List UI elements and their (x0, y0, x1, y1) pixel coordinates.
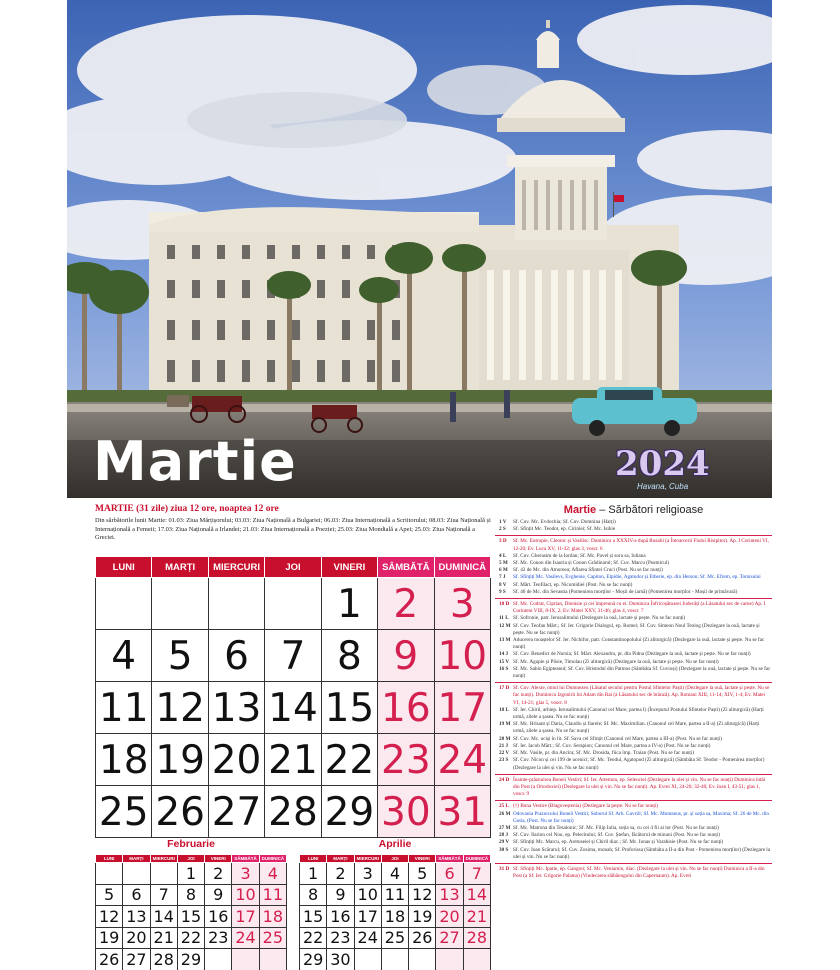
mini-day-cell (381, 949, 408, 970)
mini-day-cell: 23 (327, 927, 354, 949)
religious-entry (495, 685, 772, 707)
year-label: 2024 (615, 444, 710, 484)
religious-entry-day: 3 D (499, 538, 507, 545)
mini-day-cell: 24 (232, 927, 259, 949)
religious-entry-day: 11 L (499, 615, 509, 622)
religious-entry (495, 736, 772, 743)
religious-entry-day: 30 S (499, 846, 509, 853)
mini-day-cell (259, 949, 286, 970)
mini-day-cell: 8 (177, 884, 204, 906)
mini-day-cell: 11 (381, 884, 408, 906)
religious-title (495, 504, 772, 516)
mini-day-cell: 10 (354, 884, 381, 906)
mini-day-cell: 24 (354, 927, 381, 949)
religious-entry (495, 847, 772, 861)
religious-entry-day: 24 D (499, 776, 510, 783)
religious-entry-day: 29 V (499, 839, 510, 846)
mini-day-cell: 21 (150, 927, 177, 949)
religious-entry-text: Sf. Cuv. Mc. Evdochia; Sf. Cuv. Domnina (Harți) (513, 519, 616, 525)
mini-day-cell: 18 (381, 906, 408, 928)
religious-entry-text: Sf. Cuv. Ioan Scărarul; Sf. Cuv. Zosima, monah; Sf. Proforissa (Sâmbăta a II-a din Post - Pomenirea morților) (Dezlegare la ulei și vin. Nu se fac nunți) (513, 846, 771, 860)
religious-entry-day: 8 V (499, 581, 507, 588)
religious-entry-day: 27 M (499, 824, 511, 831)
mini-day-cell: 5 (409, 863, 436, 885)
mini-day-cell (232, 949, 259, 970)
calendar-week-row (96, 734, 491, 786)
religious-entry (495, 623, 772, 637)
calendar-day-cell (152, 578, 208, 630)
calendar-day-cell: 16 (378, 682, 434, 734)
mini-day-cell: 11 (259, 884, 286, 906)
religious-entry-day: 18 L (499, 706, 509, 713)
calendar-day-cell: 15 (321, 682, 377, 734)
week-separator (495, 598, 772, 599)
mini-week-row (300, 906, 491, 928)
religious-entry-text: Sf. Mc. Codrat, Ciprian, Dionisie și cei împreună cu ei. Duminica Înfricoșătoarei Judecăți (a Lăsatului sec de carne) Ap. I Corinteni VIII, 8-IX, 2; Ev. Matei XXV, 31-46; glas 4, voscr. 7 (513, 601, 766, 615)
religious-entry-text: Sf. Cuv. Gherasim de la Iordan; Sf. Mc. Pavel și sora sa, Iuliana (513, 552, 646, 559)
mini-day-cell (123, 863, 150, 885)
mini-weekday-header: SÂMBĂTĂ (232, 855, 259, 863)
religious-title-rest: – Sărbători religioase (596, 504, 704, 516)
mini-calendar-february (95, 838, 287, 970)
mini-day-cell (354, 949, 381, 970)
religious-entry-day: 20 M (499, 735, 511, 742)
week-separator (495, 682, 772, 683)
religious-entry-text: Sf. Sofronie, patr. Ierusalimului (Dezlegare la ouă, lactate și pește. Nu se fac nunți) (513, 615, 686, 622)
weekday-header: JOI (265, 557, 321, 578)
religious-entry (495, 589, 772, 596)
mini-weekday-header: MARȚI (123, 855, 150, 863)
weekday-header: MIERCURI (208, 557, 264, 578)
mini-day-cell: 5 (96, 884, 123, 906)
religious-entry (495, 803, 772, 810)
religious-entry-text: Sf. Sfințit Mc. Teodot, ep. Ciriniei; Sf. Mc. Isihie (513, 526, 616, 533)
religious-entry-text: Sf. Cuv. Nicon și cei 199 de ucenici; Sf. Mc. Teodul, Agatopod (Zi aliturgică) (Sâmbăta Sf. Teodor - Pomenirea morților) (Dezlegare la ulei și vin. Nu se fac nunți) (513, 757, 765, 771)
mini-weekday-header: VINERI (409, 855, 436, 863)
mini-day-cell: 13 (123, 906, 150, 928)
mini-day-cell: 15 (300, 906, 327, 928)
religious-entry-day: 22 V (499, 750, 510, 757)
calendar-day-cell: 21 (265, 734, 321, 786)
mini-day-cell: 1 (177, 863, 204, 885)
mini-day-cell: 28 (463, 927, 490, 949)
calendar-day-cell: 24 (434, 734, 490, 786)
religious-entry-text: Sf. Mc. Agapie și Plisie, Timolau (Zi aliturgică) (Dezlegare la ouă, lactate și pește. Nu se fac nunți) (513, 658, 719, 665)
calendar-body (96, 578, 491, 838)
mini-day-cell: 22 (300, 927, 327, 949)
religious-entry-day: 15 V (499, 658, 510, 665)
calendar-day-cell: 8 (321, 630, 377, 682)
religious-entry-text: Sf. Ier. Chiril, arhiep. Ierusalimului (Canonul cel Mare, partea I) (Începutul Postului Sfintelor Paști) (Zi aliturgică) (Harți urmă, zilele a șasea. Nu se fac nunți) (513, 706, 764, 721)
mini-day-cell: 18 (259, 906, 286, 928)
calendar-day-cell: 20 (208, 734, 264, 786)
calendar-week-row (96, 630, 491, 682)
calendar-day-cell: 2 (378, 578, 434, 630)
mini-week-row (300, 927, 491, 949)
calendar-day-cell: 3 (434, 578, 490, 630)
religious-entry (495, 553, 772, 560)
religious-entry (495, 707, 772, 721)
calendar-day-cell: 7 (265, 630, 321, 682)
mini-day-cell: 29 (177, 949, 204, 970)
mini-day-cell: 9 (327, 884, 354, 906)
mini-weekday-header: VINERI (205, 855, 232, 863)
mini-calendar-title: Aprilie (378, 838, 412, 850)
religious-title-month: Martie (563, 504, 597, 516)
mini-calendar-body (300, 863, 491, 970)
religious-entry-text: Aducerea moaștelor Sf. Ier. Nichifor, patr. Constantinopolului (Zi aliturgică) (Dezlegare la ouă, lactate și pește. Nu se fac nunți) (513, 637, 765, 651)
religious-entry-day: 25 L (499, 803, 509, 810)
mini-day-cell: 9 (205, 884, 232, 906)
mini-day-cell: 19 (409, 906, 436, 928)
religious-entry-day: 7 J (499, 574, 506, 581)
week-separator (495, 774, 772, 775)
mini-day-cell: 7 (463, 863, 490, 885)
weekday-header: DUMINICĂ (434, 557, 490, 578)
mini-calendar-body (96, 863, 287, 970)
religious-entry-day: 9 S (499, 588, 506, 595)
religious-entry-day: 31 D (499, 865, 510, 872)
religious-entry (495, 811, 772, 825)
calendar-week-row (96, 682, 491, 734)
mini-day-cell: 16 (327, 906, 354, 928)
calendar-day-cell (265, 578, 321, 630)
religious-entry-text: Sf. Mc. Hrisant și Daria, Claudiu și fiarele; Sf. Mc. Maximilian. (Canonul cel Mare, partea a II-a) (Zi aliturgică) (Harți urmă, zilele a șasea. Nu se fac nunți) (513, 721, 760, 735)
religious-entry (495, 574, 772, 581)
mini-day-cell: 2 (205, 863, 232, 885)
mini-calendar-grid (95, 854, 287, 970)
calendar-week-row (96, 578, 491, 630)
weekday-header-row (96, 557, 491, 578)
mini-day-cell: 25 (259, 927, 286, 949)
mini-day-cell: 10 (232, 884, 259, 906)
mini-day-cell: 8 (300, 884, 327, 906)
religious-entry-text: Sf. Mc. Conon din Isauria și Conon Grădinarul; Sf. Cuv. Marcu (Pustnicul) (513, 560, 669, 567)
mini-day-cell: 29 (300, 949, 327, 970)
mini-day-cell: 7 (150, 884, 177, 906)
religious-entry (495, 601, 772, 615)
weekday-header: MARȚI (152, 557, 208, 578)
mini-weekday-header: MIERCURI (354, 855, 381, 863)
mini-calendar-april (299, 838, 491, 970)
mini-week-row (96, 927, 287, 949)
mini-day-cell: 15 (177, 906, 204, 928)
mini-day-cell (436, 949, 463, 970)
religious-holidays-panel (495, 504, 772, 880)
mini-day-cell: 26 (409, 927, 436, 949)
mini-day-cell (150, 863, 177, 885)
month-header: MARTIE (31 zile) ziua 12 ore, noaptea 12 ore (95, 504, 279, 514)
calendar-day-cell: 25 (96, 786, 152, 838)
mini-day-cell: 20 (436, 906, 463, 928)
religious-entry-text: Sf. Mărt. Teofilact, ep. Nicomidiei (Post. Nu se fac nunți) (513, 581, 633, 588)
mini-day-cell (463, 949, 490, 970)
mini-weekday-header: DUMINICĂ (259, 855, 286, 863)
religious-entry-text: Sf. 42 de Mc. din Amoreea; Aflarea Sfintei Cruci (Post. Nu se fac nunți) (513, 567, 663, 574)
calendar-day-cell: 29 (321, 786, 377, 838)
religious-entry-day: 12 M (499, 622, 511, 629)
religious-entry-text: Sf. Sfințiți Mc. Marcu, ep. Aretuseiei și Chiril diac.; Sf. Mc. Ionas și Varahisie (Post. Nu se fac nunți) (513, 839, 724, 846)
mini-day-cell: 4 (381, 863, 408, 885)
calendar-day-cell: 17 (434, 682, 490, 734)
mini-weekday-header: JOI (381, 855, 408, 863)
religious-entry-day: 4 L (499, 552, 507, 559)
religious-entry-day: 28 J (499, 832, 509, 839)
mini-day-cell: 21 (463, 906, 490, 928)
religious-entry-text: Sf. Cuv. Mc. uciși în lit. Sf. Sava cel Sfințit (Canonul cel Mare, partea a III-a) (Post. Nu se fac nunți) (513, 735, 722, 742)
religious-entry (495, 582, 772, 589)
calendar-day-cell (96, 578, 152, 630)
calendar-day-cell: 11 (96, 682, 152, 734)
religious-entry (495, 666, 772, 680)
religious-entry-day: 1 V (499, 519, 507, 525)
mini-week-row (96, 884, 287, 906)
religious-entry (495, 637, 772, 651)
mini-week-row (96, 906, 287, 928)
religious-entry-text: Înainte-prăznuirea Buneii Vestiri; Sf. Ier. Artemon, ep. Seleuciei (Dezlegare la ulei și vin. Nu se fac nunți) Duminica întâi din Post (a Ortodoxiei) (Dezlegare la ulei și vin. Nu se fac nunți). Ap. Evrei XI, 24-26; 32-40; Ev. Ioan I, 43-51; glas 1, voscr. 9 (513, 776, 766, 798)
religious-entry (495, 777, 772, 799)
calendar-page (67, 0, 772, 970)
mini-calendar-title: Februarie (167, 838, 215, 850)
mini-day-cell: 25 (381, 927, 408, 949)
religious-entry-day: 6 M (499, 567, 508, 574)
religious-entry-text: Sf. Mc. Vasile, pr. din Ancira; Sf. Mc. Drosida, fiica împ. Traian (Post. Nu se fac nunți) (513, 750, 695, 757)
mini-day-cell: 30 (327, 949, 354, 970)
mini-day-cell: 12 (96, 906, 123, 928)
religious-entry (495, 615, 772, 622)
mini-day-cell: 12 (409, 884, 436, 906)
mini-weekday-header: JOI (177, 855, 204, 863)
religious-entry-day: 21 J (499, 742, 509, 749)
calendar-day-cell: 23 (378, 734, 434, 786)
mini-weekday-header: MIERCURI (150, 855, 177, 863)
month-title: Martie (93, 430, 297, 493)
religious-entry-text: Sf. 40 de Mc. din Sevastia (Pomenirea morților - Moșii de iarnă) (Pomenirea morților - Moșii de primăvară) (513, 588, 738, 595)
mini-week-row (300, 863, 491, 885)
religious-entry-text: Sf. Cuv. Alexie, omul lui Dumnezeu (Lăsatul secului pentru Postul Sfintelor Paști) (Dezlegare la ouă, lactate și pește. Nu se fac nunți). Duminica Izgonirii lui Adam din Rai (a Lăsatului sec de brânză). Ap. Romani XIII, 11-14; XIV, 1-4; Ev. Matei VI, 14-21; glas 5, voscr. 8 (513, 685, 770, 706)
mini-day-cell: 14 (150, 906, 177, 928)
religious-entry-text: Sf. Mc. Sabin Egipteanul; Sf. Cuv. Hristodul din Patmos (Sâmbăta Sf. Cuvioși) (Dezlegare la ouă, lactate și pește. Nu se fac nunți) (513, 665, 771, 680)
mini-day-cell: 27 (436, 927, 463, 949)
mini-week-row (300, 949, 491, 970)
calendar-week-row (96, 786, 491, 838)
religious-entry (495, 526, 772, 533)
mini-day-cell: 19 (96, 927, 123, 949)
weekday-header: VINERI (321, 557, 377, 578)
religious-entry-day: 13 M (499, 637, 511, 644)
religious-entry (495, 757, 772, 771)
photo-location: Havana, Cuba (637, 482, 689, 491)
calendar-day-cell: 30 (378, 786, 434, 838)
mini-day-cell: 28 (150, 949, 177, 970)
calendar-day-cell: 19 (152, 734, 208, 786)
calendar-day-cell: 26 (152, 786, 208, 838)
mini-week-row (96, 949, 287, 970)
religious-entry-text: Sf. Ier. Iacob Mărt.; Sf. Cuv. Serapion; Canonul cel Mare, partea a IV-a) (Post. Nu se fac nunți) (513, 742, 711, 749)
mini-day-cell (96, 863, 123, 885)
calendar-day-cell: 10 (434, 630, 490, 682)
religious-entry-text: Sf. Sfințiți Mc. Ipatie, ep. Gangrei; Sf. Mc. Veniamin, diac. (Dezlegare la ulei și vin. Nu se fac nunți) Duminica a II-a din Post (a Sf. Ier. Grigorie Palama) (Vindecarea slăbănogului din Capernaum). Ap. Evrei (513, 865, 765, 880)
religious-entry-day: 5 M (499, 560, 508, 567)
religious-entry (495, 538, 772, 552)
calendar-day-cell: 27 (208, 786, 264, 838)
religious-entry-day: 2 S (499, 526, 506, 533)
mini-day-cell (409, 949, 436, 970)
mini-day-cell: 3 (232, 863, 259, 885)
mini-day-cell: 4 (259, 863, 286, 885)
religious-entry (495, 743, 772, 750)
mini-day-cell: 22 (177, 927, 204, 949)
religious-entry (495, 839, 772, 846)
mini-day-cell: 17 (232, 906, 259, 928)
mini-weekday-header: DUMINICĂ (463, 855, 490, 863)
mini-weekday-header: MARȚI (327, 855, 354, 863)
religious-entry-text: Sf. Cuv. Teofan Mărt.; Sf. Ier. Grigorie Dialogul, ep. Romei; Sf. Cuv. Simeon Noul Teolog (Dezlegare la ouă, lactate și pește. Nu se fac nunți) (513, 622, 760, 636)
mini-calendar-grid (299, 854, 491, 970)
religious-list (495, 519, 772, 880)
calendar-day-cell: 12 (152, 682, 208, 734)
month-info (95, 504, 495, 543)
mini-day-cell: 23 (205, 927, 232, 949)
calendar-day-cell: 14 (265, 682, 321, 734)
mini-weekday-header: LUNI (300, 855, 327, 863)
mini-day-cell: 3 (354, 863, 381, 885)
religious-entry (495, 651, 772, 658)
month-holidays-text: Din sărbătorile lunii Martie: 01.03: Ziua Mărțișorului; 03.03: Ziua Națională a Bulgariei; 06.03: Ziua Internațională a Scriitorului; 08.03: Ziua Națională și Internațională a Femeii; 17.03: Ziua Națională a Irlandei; 21.03: Ziua Internațională a Poeziei; 25.03: Ziua Mondială a Apei; 25.03: Ziua Națională a Greciei. (95, 517, 491, 542)
religious-entry-day: 16 S (499, 665, 509, 672)
weekday-header: SÂMBĂTĂ (378, 557, 434, 578)
week-separator (495, 863, 772, 864)
calendar-day-cell: 28 (265, 786, 321, 838)
calendar-day-cell: 4 (96, 630, 152, 682)
mini-day-cell: 20 (123, 927, 150, 949)
mini-day-cell: 17 (354, 906, 381, 928)
calendar-day-cell: 5 (152, 630, 208, 682)
calendar-day-cell: 6 (208, 630, 264, 682)
mini-day-cell: 6 (436, 863, 463, 885)
mini-day-cell: 6 (123, 884, 150, 906)
religious-entry-text: Sf. Mc. Eutropie, Cleonic și Vasilisc. Duminica a XXXIV-a după Rusalii (a Întoarcerii Fiului Risipitor). Ap. I Corinteni VI, 12-20; Ev. Luca XV, 11-32; glas 3, voscr. 6 (513, 538, 769, 552)
mini-day-cell: 1 (300, 863, 327, 885)
mini-day-cell: 16 (205, 906, 232, 928)
religious-entry (495, 866, 772, 880)
mini-day-cell (205, 949, 232, 970)
calendar-day-cell: 13 (208, 682, 264, 734)
religious-entry-day: 14 J (499, 651, 509, 658)
religious-entry-text: Sf. Cuv. Ilarion cel Nou, ep. Pelecitului; Sf. Cuv. Ștefan, făcătorul de minuni (Post. Nu se fac nunți) (513, 832, 720, 839)
religious-entry-text: Odovania Praznicului Buneii Vestiri; Soborul Sf. Arh. Gavriil; Sf. Mc. Montanus, pr. și soția sa, Maxima; Sf. 26 de Mc. din Gotia, (Post. Nu se fac nunți) (513, 810, 769, 824)
religious-entry-day: 10 D (499, 601, 510, 608)
religious-entry-text: Sf. Mc. Matrona din Tesalonic; Sf. Mc. Filip Iulia, soția sa, cu cei 4 fii ai lor (Post. Nu se fac nunți) (513, 824, 719, 831)
calendar-day-cell: 9 (378, 630, 434, 682)
mini-weekday-header: LUNI (96, 855, 123, 863)
calendar-day-cell: 18 (96, 734, 152, 786)
mini-day-cell: 14 (463, 884, 490, 906)
mini-day-cell: 27 (123, 949, 150, 970)
mini-day-cell: 2 (327, 863, 354, 885)
religious-entry (495, 721, 772, 735)
religious-entry-day: 23 S (499, 757, 509, 764)
religious-entry-text: Sf. Sfințiți Mc. Vasilevs, Evghenie, Capiton, Elpidie, Agatodor și Etherie, ep. din Herson; Sf. Mc. Efrem, ep. Tomisului (513, 574, 761, 581)
religious-entry-day: 17 D (499, 685, 510, 692)
main-calendar-grid (95, 556, 491, 838)
weekday-header: LUNI (96, 557, 152, 578)
calendar-day-cell: 1 (321, 578, 377, 630)
mini-day-cell: 26 (96, 949, 123, 970)
capitol-photo (67, 0, 772, 498)
mini-day-cell: 13 (436, 884, 463, 906)
week-separator (495, 535, 772, 536)
calendar-day-cell (208, 578, 264, 630)
mini-week-row (96, 863, 287, 885)
religious-entry (495, 659, 772, 666)
religious-entry-day: 26 M (499, 810, 511, 817)
mini-weekday-header: SÂMBĂTĂ (436, 855, 463, 863)
religious-entry-day: 19 M (499, 721, 511, 728)
week-separator (495, 800, 772, 801)
calendar-day-cell: 31 (434, 786, 490, 838)
calendar-day-cell: 22 (321, 734, 377, 786)
religious-entry-text: (†) Buna Vestire (Blagoveștenia) (Dezlegare la pește. Nu se fac nunți) (513, 803, 658, 810)
religious-entry-text: Sf. Cuv. Benedict de Nursia; Sf. Mărt. Alexandru, pr. din Pidna (Dezlegare la ouă, lactate și pește. Nu se fac nunți) (513, 651, 751, 658)
mini-week-row (300, 884, 491, 906)
